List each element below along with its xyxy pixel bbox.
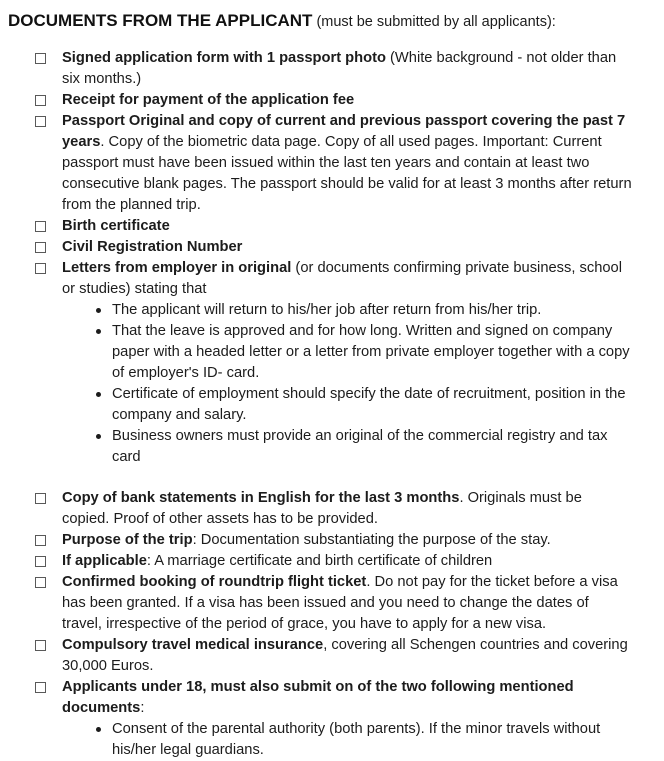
item-bold-text: Civil Registration Number [62,239,243,255]
checkbox-icon[interactable] [35,577,46,588]
checkbox-icon[interactable] [35,221,46,232]
item-bold-text: If applicable [62,553,147,569]
checklist-item [0,216,664,237]
checklist-item [0,635,664,677]
item-rest-text: : Documentation substantiating the purpose of the stay. [192,532,551,548]
item-bold-text: Passport Original and copy of current and previous passport covering the past 7 years [62,113,626,150]
checklist-item [0,48,664,90]
checkbox-icon[interactable] [35,116,46,127]
page-title-suffix: (must be submitted by all applicants): [312,14,556,30]
bullet-dot-icon [96,392,101,397]
item-rest-text: (White background - not older than six months.) [62,50,617,87]
checklist-item [0,237,664,258]
item-rest-text: . Copy of the biometric data page. Copy of all used pages. Important: Current passport must have been issued within the last ten years and contain at least two consecutive blank pages. The passport should be valid for at least 3 months after return from the planned trip. [62,134,632,213]
bullet-text: Business owners must provide an original of the commercial registry and tax card [112,428,608,465]
bullet-dot-icon [96,308,101,313]
checkbox-icon[interactable] [35,535,46,546]
bullet-text: The applicant will return to his/her job after return from his/her trip. [112,302,542,318]
checklist-item [0,111,664,216]
sub-bullet-item [62,719,632,761]
item-bold-text: Confirmed booking of roundtrip flight ticket [62,574,367,590]
item-bold-text: Birth certificate [62,218,170,234]
checkbox-icon[interactable] [35,640,46,651]
bullet-dot-icon [96,727,101,732]
checkbox-icon[interactable] [35,53,46,64]
bullet-text: Certificate of employment should specify the date of recruitment, position in the company and salary. [112,386,626,423]
item-bold-text: Purpose of the trip [62,532,193,548]
page-title-bold: DOCUMENTS FROM THE APPLICANT [8,11,313,30]
bullet-dot-icon [96,329,101,334]
item-bold-text: Receipt for payment of the application fee [62,92,355,108]
item-rest-text: : [140,700,145,716]
checklist-item [0,90,664,111]
checklist [0,48,664,761]
item-rest-text: . Originals must be copied. Proof of other assets has to be provided. [62,490,582,527]
checklist-item [0,551,664,572]
bullet-dot-icon [96,434,101,439]
page-title [8,10,664,33]
sub-bullet-item [62,300,632,321]
item-rest-text: : A marriage certificate and birth certificate of children [146,553,493,569]
checkbox-icon[interactable] [35,682,46,693]
bullet-text: That the leave is approved and for how long. Written and signed on company paper with a headed letter or a letter from private employer together with a copy of employer's ID- card. [112,323,630,381]
item-bold-text: Compulsory travel medical insurance [62,637,324,653]
checklist-item [0,530,664,551]
checkbox-icon[interactable] [35,493,46,504]
item-bold-text: Applicants under 18, must also submit on of the two following mentioned documents [62,679,574,716]
sub-bullet-item [62,384,632,426]
item-rest-text: , covering all Schengen countries and covering 30,000 Euros. [62,637,628,674]
item-rest-text: (or documents confirming private business, school or studies) stating that [62,260,622,297]
sub-bullet-list [62,719,632,761]
checkbox-icon[interactable] [35,263,46,274]
sub-bullet-list [62,300,632,468]
checklist-item [0,572,664,635]
sub-bullet-item [62,426,632,468]
item-rest-text: . Do not pay for the ticket before a visa has been granted. If a visa has been issued and you need to change the dates of travel, irrespective of the period of grace, you have to apply for a new visa. [62,574,618,632]
checkbox-icon[interactable] [35,556,46,567]
item-bold-text: Letters from employer in original [62,260,292,276]
checklist-item [0,258,664,468]
bullet-text: Consent of the parental authority (both parents). If the minor travels without his/her legal guardians. [112,721,601,758]
sub-bullet-item [62,321,632,384]
checklist-item [0,488,664,530]
checklist-item [0,677,664,761]
item-bold-text: Copy of bank statements in English for the last 3 months [62,490,460,506]
checkbox-icon[interactable] [35,95,46,106]
document-page [0,10,664,758]
item-bold-text: Signed application form with 1 passport photo [62,50,386,66]
checkbox-icon[interactable] [35,242,46,253]
